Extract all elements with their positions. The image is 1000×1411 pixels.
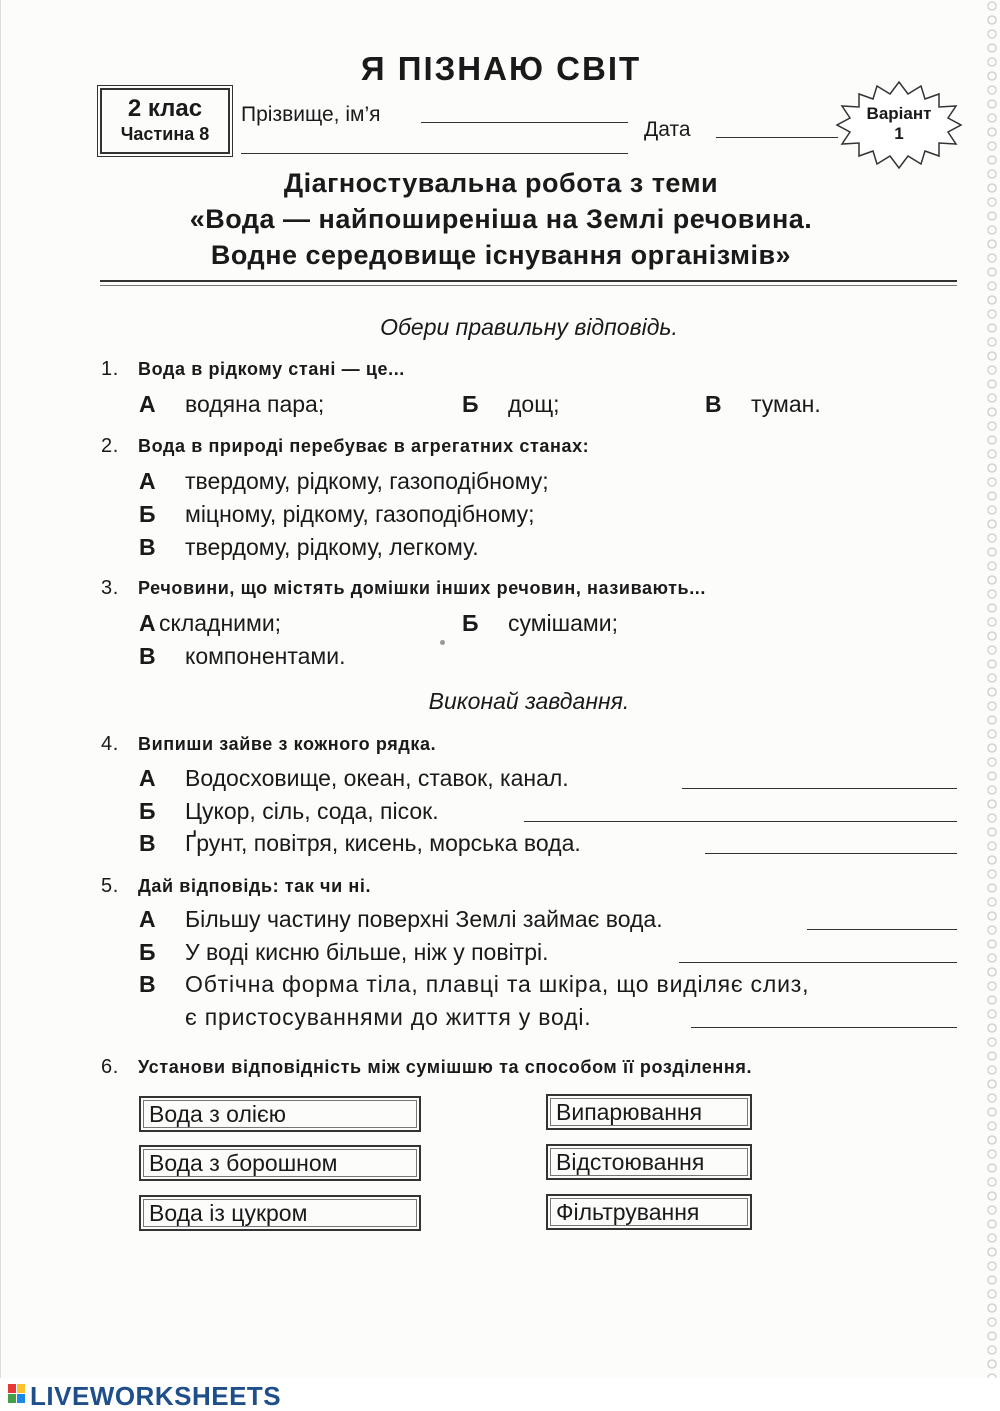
option-4c: В Ґрунт, повітря, кисень, морська вода. <box>139 830 581 856</box>
question-6: 6. Установи відповідність між сумішшю та способом її розділення. <box>101 1056 753 1078</box>
option-3a[interactable]: А складними; <box>139 610 282 636</box>
subtitle-line-3: Водне середовище існування організмів» <box>210 240 792 270</box>
option-5c: В Обтічна форма тіла, плавці та шкіра, що виділяє слиз, <box>139 971 810 997</box>
subtitle-line-1: Діагностувальна робота з теми <box>283 168 719 198</box>
date-input-line[interactable] <box>716 137 838 138</box>
part-label: Частина 8 <box>120 124 210 144</box>
question-text: Вода в природі перебуває в агрегатних станах: <box>138 436 590 456</box>
question-4: 4. Випиши зайве з кожного рядка. <box>101 733 437 755</box>
option-5b: Б У воді кисню більше, ніж у повітрі. <box>139 939 549 965</box>
question-3: 3. Речовини, що містять домішки інших речовин, називають... <box>101 577 707 599</box>
question-text: Речовини, що містять домішки інших речовин, називають... <box>138 578 707 598</box>
variant-badge <box>835 80 963 170</box>
option-1c[interactable]: В туман. <box>705 391 821 417</box>
variant-number: 1 <box>894 124 904 143</box>
name-label: Прізвище, ім’я <box>241 103 381 126</box>
option-2a[interactable]: А твердому, рідкому, газоподібному; <box>139 468 549 494</box>
option-1b[interactable]: Б дощ; <box>462 391 560 417</box>
answer-line-5c[interactable] <box>691 1027 957 1028</box>
option-5c-continued: є пристосуваннями до життя у воді. <box>185 1004 592 1030</box>
mixture-box-1[interactable]: Вода з олією <box>139 1096 421 1132</box>
subtitle-line-2: «Вода — найпоширеніша на Землі речовина. <box>189 204 813 234</box>
answer-line-4a[interactable] <box>682 788 957 789</box>
page-title: Я ПІЗНАЮ СВІТ <box>360 50 642 87</box>
question-text: Вода в рідкому стані — це... <box>138 359 405 379</box>
variant-label: Варіант <box>866 104 932 123</box>
name-input-line-2[interactable] <box>241 153 628 154</box>
option-2b[interactable]: Б міцному, рідкому, газоподібному; <box>139 501 535 527</box>
option-1a[interactable]: А водяна пара; <box>139 391 325 417</box>
option-4a: А Водосховище, океан, ставок, канал. <box>139 765 569 791</box>
name-input-line[interactable] <box>421 122 628 123</box>
grade-label: 2 клас <box>127 95 203 122</box>
option-3c[interactable]: В компонентами. <box>139 643 346 669</box>
divider <box>100 280 957 282</box>
question-number: 1. <box>101 358 119 380</box>
method-box-1[interactable]: Випарювання <box>546 1094 752 1130</box>
option-3b[interactable]: Б сумішами; <box>462 610 618 636</box>
answer-line-5b[interactable] <box>679 962 957 963</box>
divider-thin <box>100 285 957 286</box>
section-heading-choose: Обери правильну відповідь. <box>380 314 678 340</box>
answer-line-4b[interactable] <box>524 821 957 822</box>
question-1 <box>101 358 405 381</box>
method-box-3[interactable]: Фільтрування <box>546 1194 752 1230</box>
option-5a: А Більшу частину поверхні Землі займає вода. <box>139 906 663 932</box>
brand-name[interactable]: LIVEWORKSHEETS <box>30 1381 282 1411</box>
mixture-box-2[interactable]: Вода з борошном <box>139 1145 421 1181</box>
date-label: Дата <box>644 118 691 141</box>
question-text: Випиши зайве з кожного рядка. <box>138 734 437 754</box>
method-box-2[interactable]: Відстоювання <box>546 1144 752 1180</box>
mixture-box-3[interactable]: Вода із цукром <box>139 1195 421 1231</box>
question-5: 5. Дай відповідь: так чи ні. <box>101 875 372 897</box>
question-2: 2. Вода в природі перебуває в агрегатних станах: <box>101 435 590 457</box>
question-text: Дай відповідь: так чи ні. <box>138 876 372 896</box>
question-text: Установи відповідність між сумішшю та способом її розділення. <box>138 1057 753 1077</box>
answer-line-4c[interactable] <box>705 853 957 854</box>
section-heading-tasks: Виконай завдання. <box>428 688 630 714</box>
option-2c[interactable]: В твердому, рідкому, легкому. <box>139 534 479 560</box>
grade-box <box>100 88 230 154</box>
speck <box>440 640 445 645</box>
footer-bar <box>0 1378 1000 1411</box>
option-4b: Б Цукор, сіль, сода, пісок. <box>139 798 439 824</box>
answer-line-5a[interactable] <box>807 929 957 930</box>
liveworksheets-logo-icon <box>8 1384 26 1404</box>
